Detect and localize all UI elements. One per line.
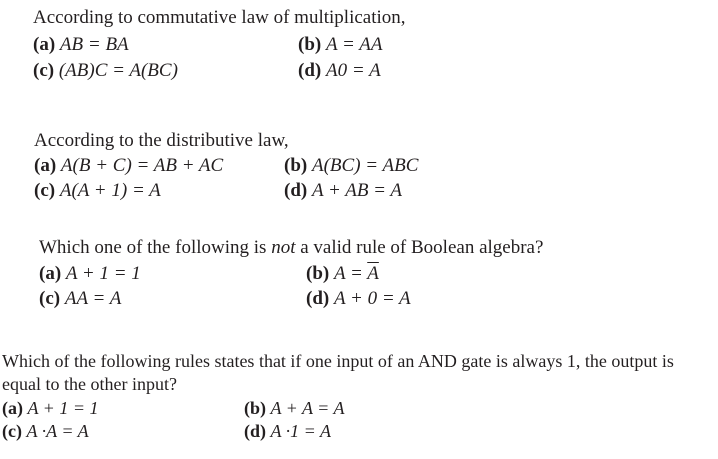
option-expression: AB = BA bbox=[59, 34, 129, 55]
option-label: (b) bbox=[298, 34, 322, 55]
question-2-option-c bbox=[34, 180, 161, 202]
question-1-option-b bbox=[298, 34, 382, 56]
expression-left: A = bbox=[333, 263, 368, 284]
option-label: (c) bbox=[33, 60, 55, 81]
question-4-stem-line-2: equal to the other input? bbox=[2, 374, 177, 394]
option-expression: A ·1 = A bbox=[270, 421, 331, 441]
option-label: (a) bbox=[39, 263, 62, 284]
option-expression: A(A + 1) = A bbox=[59, 180, 161, 201]
question-4-option-b bbox=[244, 397, 344, 419]
complement-variable: $\overline{A}$ bbox=[367, 263, 379, 284]
question-3-option-d bbox=[306, 288, 411, 310]
question-3-option-c bbox=[39, 288, 121, 310]
question-2-option-b bbox=[284, 155, 418, 177]
stem-text: a valid rule of Boolean algebra? bbox=[295, 237, 544, 258]
stem-emphasis: not bbox=[271, 237, 296, 258]
option-expression: A + 1 = 1 bbox=[27, 398, 99, 418]
option-label: (b) bbox=[306, 263, 330, 284]
option-label: (d) bbox=[244, 421, 266, 441]
question-1-option-a bbox=[33, 34, 129, 56]
question-3-stem bbox=[39, 237, 543, 259]
option-label: (a) bbox=[34, 155, 57, 176]
question-4-option-c bbox=[2, 420, 89, 442]
question-2-option-d bbox=[284, 180, 402, 202]
option-label: (c) bbox=[2, 421, 22, 441]
option-label: (d) bbox=[298, 60, 322, 81]
question-4-option-d bbox=[244, 420, 331, 442]
stem-text: Which one of the following is bbox=[39, 237, 272, 258]
question-4-option-a bbox=[2, 397, 98, 419]
option-expression: A + 1 = 1 bbox=[65, 263, 141, 284]
question-1-option-d bbox=[298, 60, 381, 82]
option-expression: A + AB = A bbox=[311, 180, 403, 201]
option-label: (c) bbox=[39, 288, 61, 309]
question-1-stem: According to commutative law of multiplication, bbox=[33, 7, 406, 28]
option-expression bbox=[334, 263, 379, 284]
question-3-option-a bbox=[39, 263, 141, 285]
option-expression: AA = A bbox=[64, 288, 122, 309]
option-label: (a) bbox=[33, 34, 56, 55]
option-label: (d) bbox=[306, 288, 330, 309]
option-expression: (AB)C = A(BC) bbox=[58, 60, 178, 81]
option-expression: A(B + C) = AB + AC bbox=[60, 155, 224, 176]
question-1-option-c bbox=[33, 60, 178, 82]
option-label: (a) bbox=[2, 398, 23, 418]
option-label: (d) bbox=[284, 180, 308, 201]
option-label: (b) bbox=[244, 398, 266, 418]
question-2-option-a bbox=[34, 155, 223, 177]
option-expression: A(BC) = ABC bbox=[311, 155, 419, 176]
option-expression: A ·A = A bbox=[26, 421, 89, 441]
question-4-stem-line-1: Which of the following rules states that if one input of an AND gate is always 1, the output is bbox=[2, 351, 674, 371]
question-2-stem: According to the distributive law, bbox=[34, 130, 289, 151]
option-label: (b) bbox=[284, 155, 308, 176]
option-expression: A + A = A bbox=[270, 398, 345, 418]
option-label: (c) bbox=[34, 180, 56, 201]
option-expression: A0 = A bbox=[325, 60, 381, 81]
question-3-option-b bbox=[306, 263, 379, 285]
option-expression: A + 0 = A bbox=[333, 288, 411, 309]
option-expression: A = AA bbox=[325, 34, 383, 55]
